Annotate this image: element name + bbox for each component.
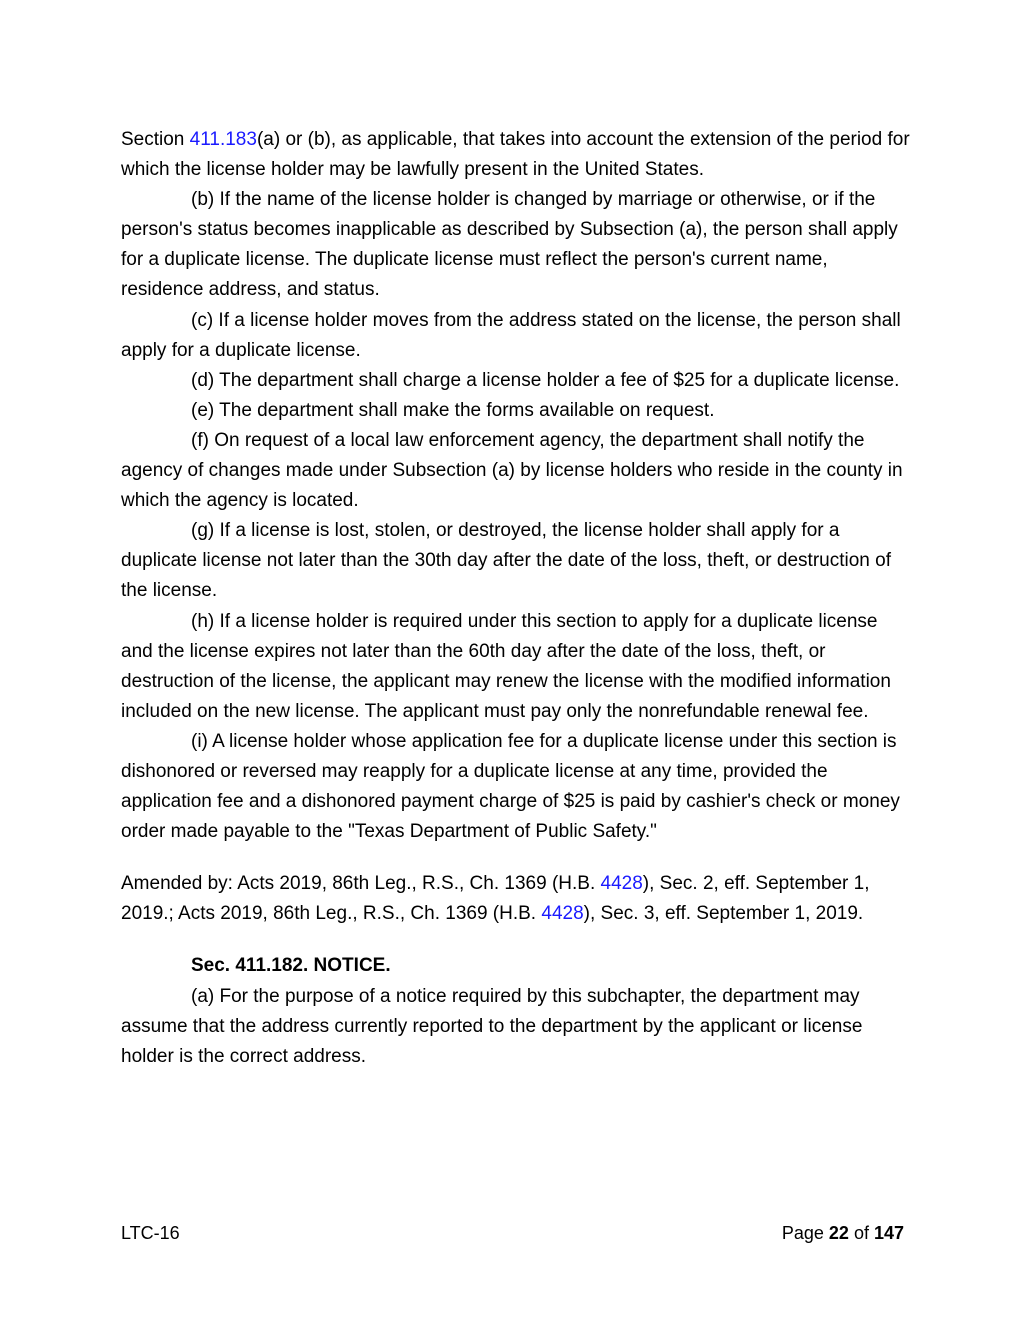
page-counter	[782, 1220, 904, 1246]
document-id: LTC-16	[121, 1223, 180, 1243]
subsection-g: (g) If a license is lost, stolen, or destroyed, the license holder shall apply for a duplicate license not later than the 30th day after the date of the loss, theft, or destruction of the license.	[121, 520, 891, 602]
page-number: 22	[828, 1223, 849, 1243]
hb-4428-link-2[interactable]: 4428	[541, 903, 584, 925]
text-fragment: ), Sec. 2, eff. September 1, 2019.; Acts 2019, 86th Leg., R.S., Ch. 1369 (H.B.	[121, 873, 870, 925]
page-label: Page	[781, 1223, 829, 1243]
subsection-f: (f) On request of a local law enforcement agency, the department shall notify the agency of changes made under Subsection (a) by license holders who reside in the county in which the agency is located.	[121, 429, 903, 512]
text-fragment: Amended by: Acts 2019, 86th Leg., R.S., Ch. 1369 (H.B.	[121, 873, 601, 895]
spacer	[121, 929, 911, 951]
section-411-183-link[interactable]: 411.183	[189, 129, 257, 150]
subsection-d: (d) The department shall charge a license holder a fee of $25 for a duplicate license.	[191, 369, 900, 391]
page-total: 147	[873, 1223, 904, 1243]
notice-subsection-a: (a) For the purpose of a notice required by this subchapter, the department may assume that the address currently reported to the department by the applicant or license holder is the correct address.	[121, 985, 863, 1067]
of-label: of	[848, 1223, 874, 1243]
page-footer	[121, 1220, 904, 1246]
subsection-e: (e) The department shall make the forms available on request.	[191, 399, 715, 421]
subsection-b: (b) If the name of the license holder is changed by marriage or otherwise, or if the person's status becomes inapplicable as described by Subsection (a), the person shall apply for a duplicate license. The duplicate license must reflect the person's current name, residence address, and status.	[121, 189, 898, 301]
text-fragment: (a) or (b), as applicable, that takes into account the extension of the period for which the license holder may be lawfully present in the United States.	[121, 129, 910, 181]
subsection-h: (h) If a license holder is required under this section to apply for a duplicate license and the license expires not later than the 60th day after the date of the loss, theft, or destruction of the license, the applicant may renew the license with the modified information included on the new license. The applicant must pay only the nonrefundable renewal fee.	[121, 610, 891, 722]
paragraph-section-continuation	[121, 125, 911, 185]
subsection-i: (i) A license holder whose application fee for a duplicate license under this section is dishonored or reversed may reapply for a duplicate license at any time, provided the application fee and a dishonored payment charge of $25 is paid by cashier's check or money order made payable to the "Texas Department of Public Safety."	[121, 730, 900, 843]
subsection-c: (c) If a license holder moves from the address stated on the license, the person shall apply for a duplicate license.	[121, 309, 901, 361]
section-heading: Sec. 411.182. NOTICE.	[191, 955, 391, 977]
spacer	[121, 847, 911, 869]
amendment-note	[121, 869, 911, 929]
text-fragment: Section	[121, 129, 190, 150]
hb-4428-link-1[interactable]: 4428	[600, 873, 643, 895]
document-body	[121, 125, 911, 1072]
text-fragment: ), Sec. 3, eff. September 1, 2019.	[583, 903, 864, 925]
